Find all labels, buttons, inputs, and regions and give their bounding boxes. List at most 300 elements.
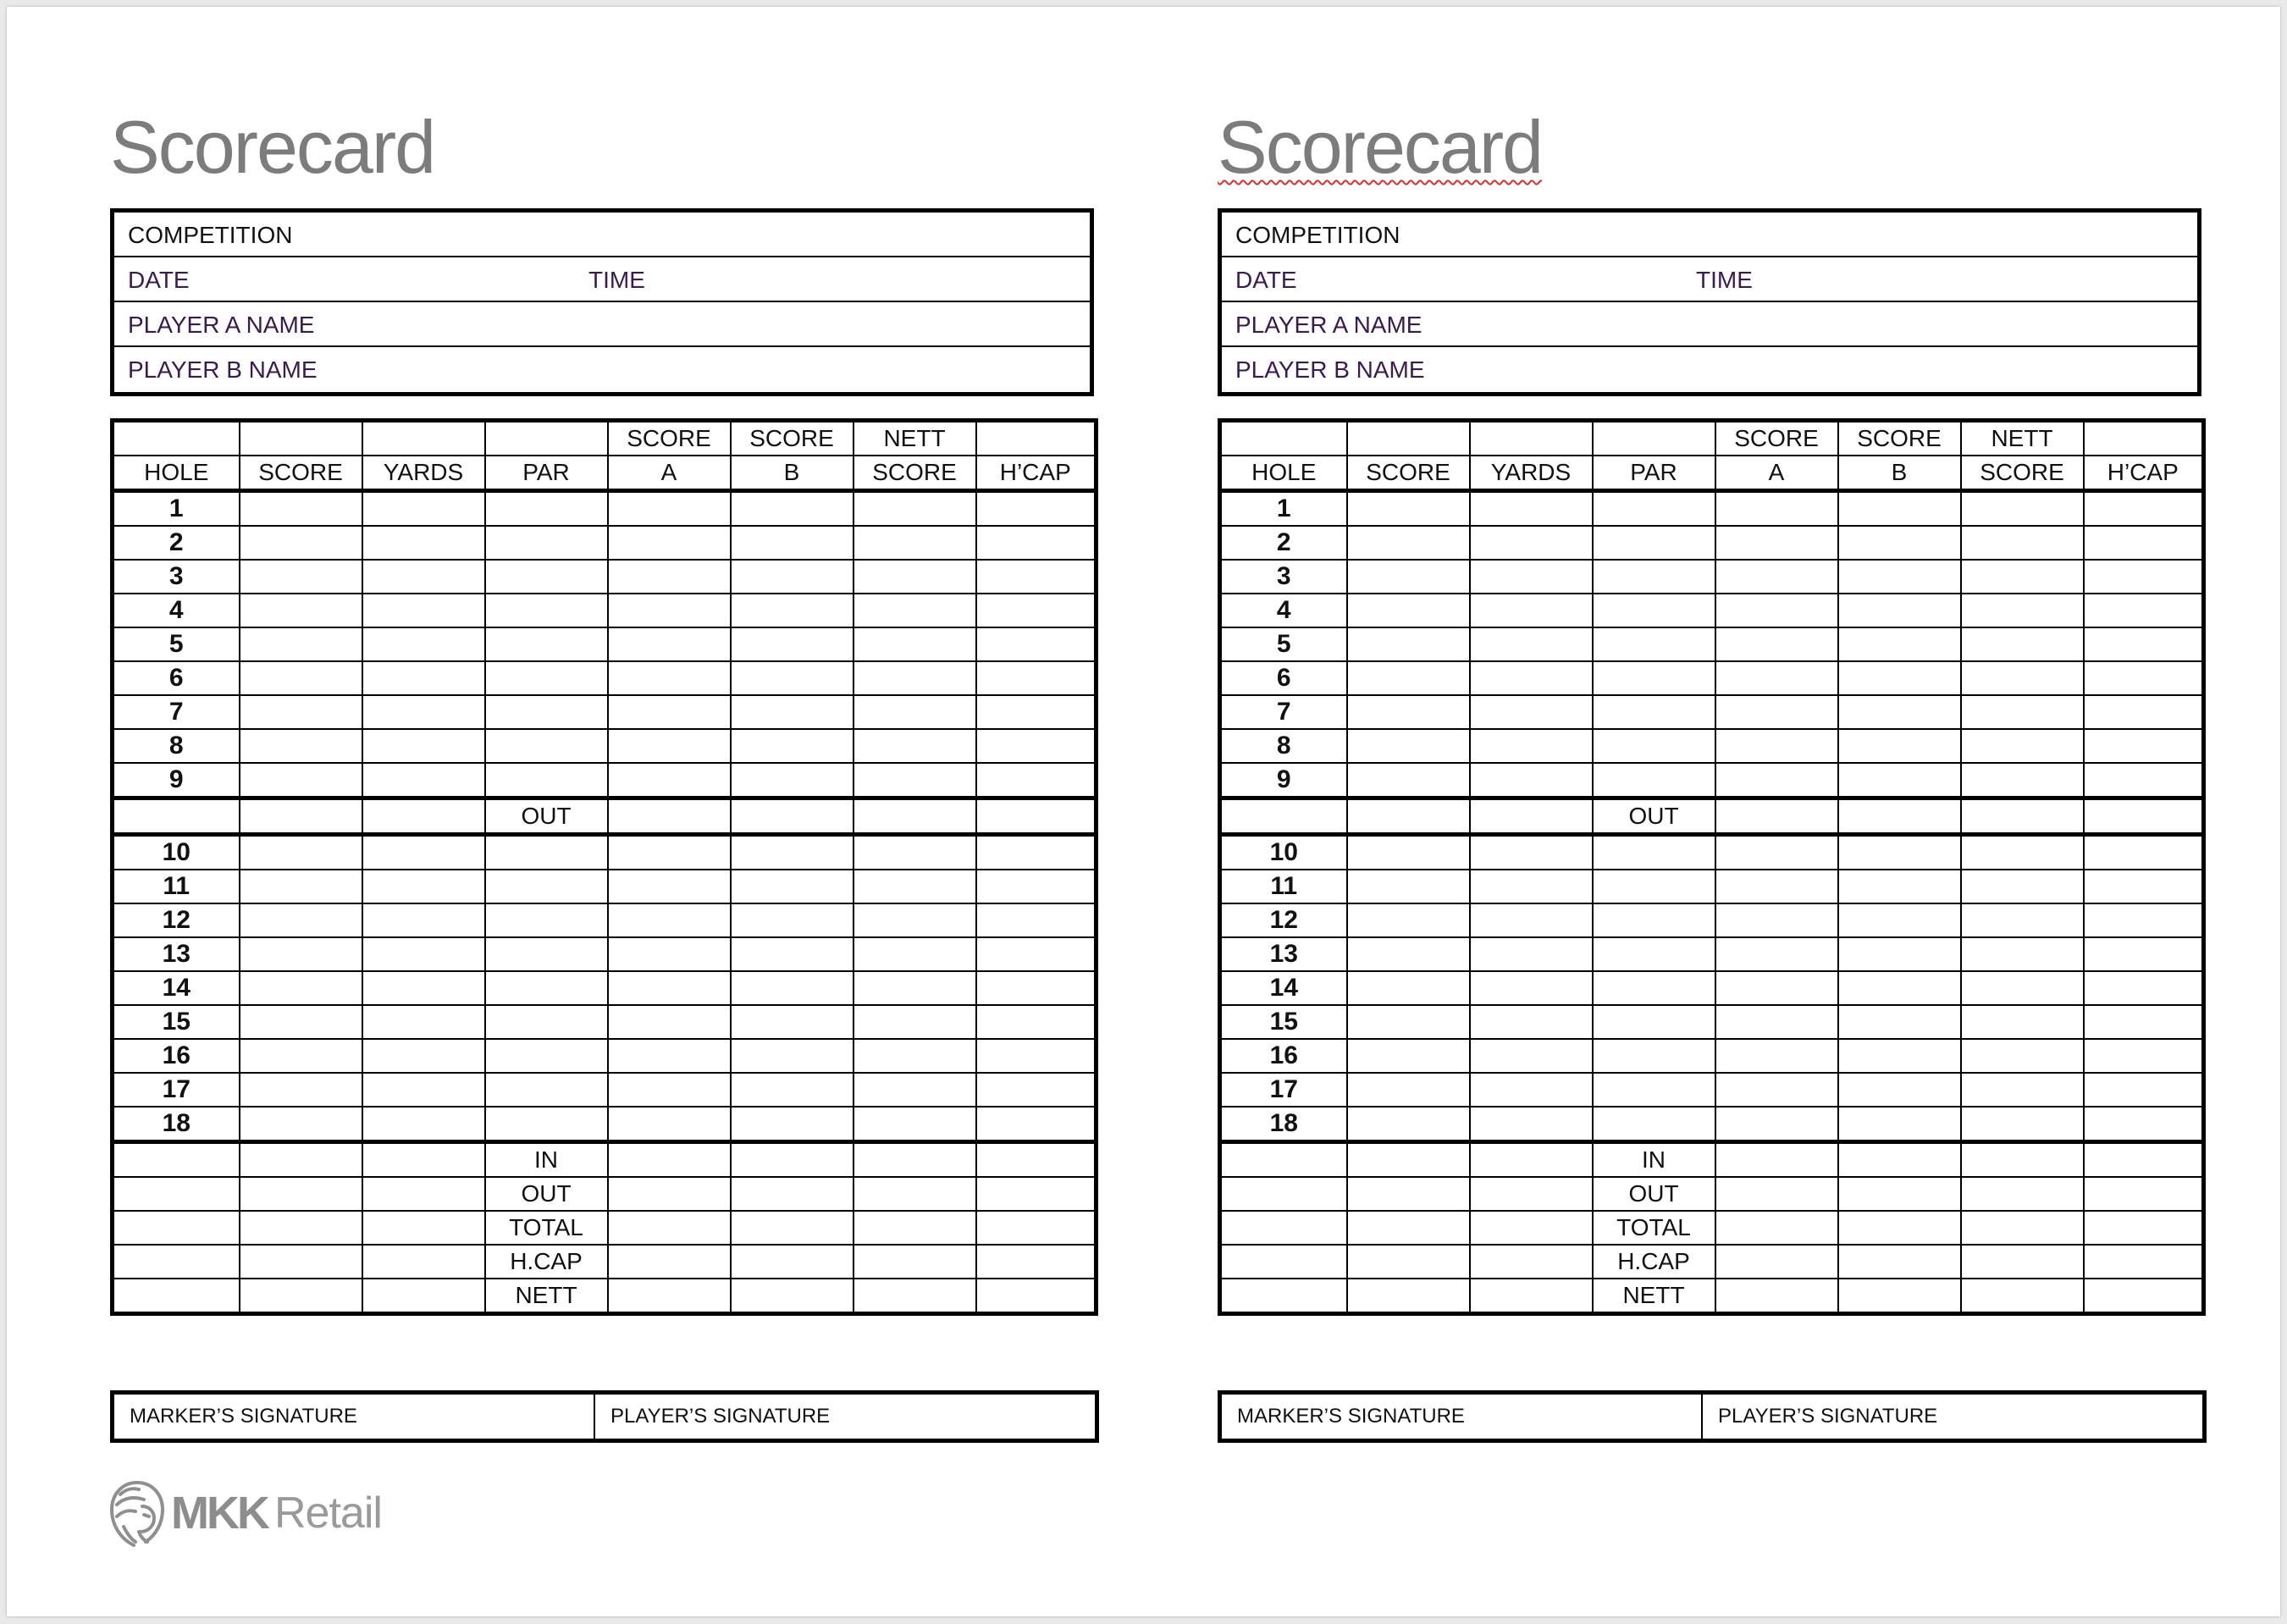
- entry-cell[interactable]: [1715, 594, 1838, 627]
- entry-cell[interactable]: [485, 491, 608, 527]
- entry-cell[interactable]: [2084, 560, 2204, 594]
- entry-cell[interactable]: [2084, 1211, 2204, 1245]
- entry-cell[interactable]: [362, 1142, 485, 1178]
- entry-cell[interactable]: [976, 1107, 1097, 1142]
- entry-cell[interactable]: [1470, 763, 1593, 798]
- entry-cell[interactable]: [608, 695, 731, 729]
- entry-cell[interactable]: [853, 763, 976, 798]
- entry-cell[interactable]: [1593, 729, 1715, 763]
- entry-cell[interactable]: [362, 1211, 485, 1245]
- entry-cell[interactable]: [240, 1005, 362, 1039]
- entry-cell[interactable]: [113, 1142, 240, 1178]
- entry-cell[interactable]: [362, 937, 485, 971]
- entry-cell[interactable]: [731, 695, 853, 729]
- entry-cell[interactable]: [1470, 870, 1593, 903]
- entry-cell[interactable]: [240, 1245, 362, 1279]
- entry-cell[interactable]: [240, 937, 362, 971]
- entry-cell[interactable]: [976, 971, 1097, 1005]
- entry-cell[interactable]: [1347, 491, 1470, 527]
- entry-cell[interactable]: [240, 560, 362, 594]
- entry-cell[interactable]: [362, 798, 485, 835]
- entry-cell[interactable]: [976, 1177, 1097, 1211]
- player-a-row[interactable]: [114, 302, 1090, 347]
- entry-cell[interactable]: [2084, 695, 2204, 729]
- entry-cell[interactable]: [731, 903, 853, 937]
- entry-cell[interactable]: [976, 763, 1097, 798]
- entry-cell[interactable]: [2084, 1107, 2204, 1142]
- entry-cell[interactable]: [2084, 937, 2204, 971]
- entry-cell[interactable]: [485, 695, 608, 729]
- entry-cell[interactable]: [608, 491, 731, 527]
- entry-cell[interactable]: [2084, 1142, 2204, 1178]
- player-signature-field[interactable]: [1703, 1395, 1937, 1439]
- entry-cell[interactable]: [362, 1279, 485, 1314]
- entry-cell[interactable]: [853, 1142, 976, 1178]
- entry-cell[interactable]: [2084, 1005, 2204, 1039]
- entry-cell[interactable]: [240, 421, 362, 456]
- entry-cell[interactable]: [731, 1073, 853, 1107]
- entry-cell[interactable]: [608, 1245, 731, 1279]
- entry-cell[interactable]: [1470, 661, 1593, 695]
- entry-cell[interactable]: [1838, 661, 1961, 695]
- entry-cell[interactable]: [113, 798, 240, 835]
- entry-cell[interactable]: [485, 526, 608, 560]
- entry-cell[interactable]: [608, 835, 731, 870]
- entry-cell[interactable]: [608, 937, 731, 971]
- entry-cell[interactable]: [853, 971, 976, 1005]
- entry-cell[interactable]: [608, 1005, 731, 1039]
- entry-cell[interactable]: [976, 937, 1097, 971]
- entry-cell[interactable]: [1347, 421, 1470, 456]
- entry-cell[interactable]: [1593, 1005, 1715, 1039]
- entry-cell[interactable]: [608, 1039, 731, 1073]
- entry-cell[interactable]: [362, 763, 485, 798]
- entry-cell[interactable]: [1593, 937, 1715, 971]
- entry-cell[interactable]: [113, 1211, 240, 1245]
- entry-cell[interactable]: [608, 661, 731, 695]
- entry-cell[interactable]: [1961, 594, 2084, 627]
- entry-cell[interactable]: [1347, 1039, 1470, 1073]
- entry-cell[interactable]: [608, 560, 731, 594]
- entry-cell[interactable]: [240, 695, 362, 729]
- entry-cell[interactable]: [362, 903, 485, 937]
- entry-cell[interactable]: [362, 594, 485, 627]
- entry-cell[interactable]: [1961, 1279, 2084, 1314]
- entry-cell[interactable]: [362, 870, 485, 903]
- entry-cell[interactable]: [853, 870, 976, 903]
- entry-cell[interactable]: [2084, 870, 2204, 903]
- entry-cell[interactable]: [976, 526, 1097, 560]
- entry-cell[interactable]: [976, 729, 1097, 763]
- entry-cell[interactable]: [1715, 729, 1838, 763]
- entry-cell[interactable]: [1220, 1142, 1347, 1178]
- entry-cell[interactable]: [1961, 695, 2084, 729]
- entry-cell[interactable]: [976, 421, 1097, 456]
- entry-cell[interactable]: [731, 594, 853, 627]
- entry-cell[interactable]: [1715, 1073, 1838, 1107]
- entry-cell[interactable]: [608, 627, 731, 661]
- entry-cell[interactable]: [362, 421, 485, 456]
- entry-cell[interactable]: [485, 1107, 608, 1142]
- entry-cell[interactable]: [1838, 594, 1961, 627]
- entry-cell[interactable]: [1220, 798, 1347, 835]
- entry-cell[interactable]: [976, 903, 1097, 937]
- entry-cell[interactable]: [1715, 661, 1838, 695]
- entry-cell[interactable]: [1347, 937, 1470, 971]
- entry-cell[interactable]: [1470, 937, 1593, 971]
- entry-cell[interactable]: [2084, 491, 2204, 527]
- entry-cell[interactable]: [1347, 1245, 1470, 1279]
- entry-cell[interactable]: [976, 1245, 1097, 1279]
- entry-cell[interactable]: [1838, 763, 1961, 798]
- entry-cell[interactable]: [362, 835, 485, 870]
- entry-cell[interactable]: [2084, 627, 2204, 661]
- entry-cell[interactable]: [1961, 560, 2084, 594]
- entry-cell[interactable]: [976, 1039, 1097, 1073]
- entry-cell[interactable]: [853, 661, 976, 695]
- entry-cell[interactable]: [1593, 526, 1715, 560]
- entry-cell[interactable]: [1593, 627, 1715, 661]
- entry-cell[interactable]: [1220, 1177, 1347, 1211]
- entry-cell[interactable]: [1470, 1039, 1593, 1073]
- entry-cell[interactable]: [1593, 763, 1715, 798]
- entry-cell[interactable]: [1470, 903, 1593, 937]
- entry-cell[interactable]: [240, 661, 362, 695]
- entry-cell[interactable]: [1347, 594, 1470, 627]
- entry-cell[interactable]: [976, 627, 1097, 661]
- entry-cell[interactable]: [1593, 695, 1715, 729]
- entry-cell[interactable]: [731, 560, 853, 594]
- entry-cell[interactable]: [1593, 421, 1715, 456]
- entry-cell[interactable]: [1838, 1279, 1961, 1314]
- entry-cell[interactable]: [608, 870, 731, 903]
- entry-cell[interactable]: [1593, 1107, 1715, 1142]
- entry-cell[interactable]: [976, 1073, 1097, 1107]
- entry-cell[interactable]: [1593, 661, 1715, 695]
- entry-cell[interactable]: [1838, 729, 1961, 763]
- entry-cell[interactable]: [2084, 1073, 2204, 1107]
- entry-cell[interactable]: [1470, 627, 1593, 661]
- entry-cell[interactable]: [240, 1039, 362, 1073]
- entry-cell[interactable]: [1838, 491, 1961, 527]
- entry-cell[interactable]: [1593, 1039, 1715, 1073]
- entry-cell[interactable]: [2084, 729, 2204, 763]
- entry-cell[interactable]: [1715, 763, 1838, 798]
- entry-cell[interactable]: [362, 560, 485, 594]
- entry-cell[interactable]: [485, 594, 608, 627]
- entry-cell[interactable]: [608, 729, 731, 763]
- entry-cell[interactable]: [1838, 971, 1961, 1005]
- entry-cell[interactable]: [976, 1279, 1097, 1314]
- entry-cell[interactable]: [1715, 1177, 1838, 1211]
- entry-cell[interactable]: [1593, 870, 1715, 903]
- entry-cell[interactable]: [1961, 1177, 2084, 1211]
- entry-cell[interactable]: [1470, 1245, 1593, 1279]
- entry-cell[interactable]: [2084, 526, 2204, 560]
- entry-cell[interactable]: [1961, 1005, 2084, 1039]
- entry-cell[interactable]: [240, 491, 362, 527]
- entry-cell[interactable]: [485, 903, 608, 937]
- entry-cell[interactable]: [608, 903, 731, 937]
- entry-cell[interactable]: [1715, 937, 1838, 971]
- entry-cell[interactable]: [240, 1142, 362, 1178]
- entry-cell[interactable]: [485, 1073, 608, 1107]
- entry-cell[interactable]: [731, 1279, 853, 1314]
- entry-cell[interactable]: [2084, 835, 2204, 870]
- date-time-row[interactable]: [114, 257, 1090, 302]
- player-signature-field[interactable]: [595, 1395, 830, 1439]
- entry-cell[interactable]: [1593, 1073, 1715, 1107]
- entry-cell[interactable]: [1470, 594, 1593, 627]
- entry-cell[interactable]: [362, 971, 485, 1005]
- entry-cell[interactable]: [1961, 526, 2084, 560]
- entry-cell[interactable]: [1961, 729, 2084, 763]
- entry-cell[interactable]: [608, 971, 731, 1005]
- entry-cell[interactable]: [1220, 421, 1347, 456]
- entry-cell[interactable]: [731, 835, 853, 870]
- entry-cell[interactable]: [976, 870, 1097, 903]
- entry-cell[interactable]: [1961, 1107, 2084, 1142]
- entry-cell[interactable]: [2084, 421, 2204, 456]
- entry-cell[interactable]: [1593, 560, 1715, 594]
- entry-cell[interactable]: [362, 627, 485, 661]
- entry-cell[interactable]: [1838, 1005, 1961, 1039]
- entry-cell[interactable]: [1715, 870, 1838, 903]
- entry-cell[interactable]: [1961, 491, 2084, 527]
- entry-cell[interactable]: [1961, 971, 2084, 1005]
- entry-cell[interactable]: [976, 1142, 1097, 1178]
- entry-cell[interactable]: [1347, 1279, 1470, 1314]
- entry-cell[interactable]: [853, 1039, 976, 1073]
- entry-cell[interactable]: [1961, 1142, 2084, 1178]
- entry-cell[interactable]: [1838, 1142, 1961, 1178]
- entry-cell[interactable]: [1347, 1073, 1470, 1107]
- entry-cell[interactable]: [1715, 1279, 1838, 1314]
- entry-cell[interactable]: [853, 491, 976, 527]
- entry-cell[interactable]: [608, 1107, 731, 1142]
- entry-cell[interactable]: [362, 1245, 485, 1279]
- entry-cell[interactable]: [1347, 560, 1470, 594]
- entry-cell[interactable]: [731, 526, 853, 560]
- entry-cell[interactable]: [1838, 526, 1961, 560]
- entry-cell[interactable]: [1593, 903, 1715, 937]
- entry-cell[interactable]: [1347, 798, 1470, 835]
- entry-cell[interactable]: [1347, 971, 1470, 1005]
- entry-cell[interactable]: [240, 594, 362, 627]
- entry-cell[interactable]: [1470, 1211, 1593, 1245]
- entry-cell[interactable]: [976, 594, 1097, 627]
- entry-cell[interactable]: [1470, 971, 1593, 1005]
- entry-cell[interactable]: [2084, 1279, 2204, 1314]
- entry-cell[interactable]: [976, 560, 1097, 594]
- entry-cell[interactable]: [240, 526, 362, 560]
- entry-cell[interactable]: [362, 661, 485, 695]
- entry-cell[interactable]: [731, 1107, 853, 1142]
- entry-cell[interactable]: [1470, 1073, 1593, 1107]
- entry-cell[interactable]: [1347, 1177, 1470, 1211]
- entry-cell[interactable]: [853, 627, 976, 661]
- entry-cell[interactable]: [608, 798, 731, 835]
- marker-signature-field[interactable]: [114, 1395, 595, 1439]
- entry-cell[interactable]: [976, 835, 1097, 870]
- entry-cell[interactable]: [240, 1107, 362, 1142]
- entry-cell[interactable]: [976, 491, 1097, 527]
- entry-cell[interactable]: [1715, 1107, 1838, 1142]
- entry-cell[interactable]: [853, 729, 976, 763]
- entry-cell[interactable]: [1838, 1245, 1961, 1279]
- entry-cell[interactable]: [485, 870, 608, 903]
- entry-cell[interactable]: [2084, 661, 2204, 695]
- entry-cell[interactable]: [1715, 1005, 1838, 1039]
- entry-cell[interactable]: [1961, 763, 2084, 798]
- entry-cell[interactable]: [976, 1211, 1097, 1245]
- entry-cell[interactable]: [485, 1005, 608, 1039]
- entry-cell[interactable]: [853, 560, 976, 594]
- entry-cell[interactable]: [485, 627, 608, 661]
- entry-cell[interactable]: [1838, 627, 1961, 661]
- marker-signature-field[interactable]: [1222, 1395, 1703, 1439]
- entry-cell[interactable]: [485, 421, 608, 456]
- entry-cell[interactable]: [1715, 560, 1838, 594]
- entry-cell[interactable]: [976, 1005, 1097, 1039]
- entry-cell[interactable]: [1838, 798, 1961, 835]
- entry-cell[interactable]: [976, 798, 1097, 835]
- entry-cell[interactable]: [1838, 903, 1961, 937]
- entry-cell[interactable]: [1347, 1142, 1470, 1178]
- entry-cell[interactable]: [485, 1039, 608, 1073]
- entry-cell[interactable]: [1470, 1279, 1593, 1314]
- entry-cell[interactable]: [362, 695, 485, 729]
- entry-cell[interactable]: [1961, 870, 2084, 903]
- entry-cell[interactable]: [1961, 627, 2084, 661]
- entry-cell[interactable]: [731, 627, 853, 661]
- entry-cell[interactable]: [608, 1142, 731, 1178]
- entry-cell[interactable]: [853, 1211, 976, 1245]
- entry-cell[interactable]: [853, 1005, 976, 1039]
- entry-cell[interactable]: [976, 695, 1097, 729]
- entry-cell[interactable]: [1470, 1107, 1593, 1142]
- entry-cell[interactable]: [1470, 560, 1593, 594]
- entry-cell[interactable]: [853, 1177, 976, 1211]
- entry-cell[interactable]: [240, 729, 362, 763]
- entry-cell[interactable]: [362, 1039, 485, 1073]
- entry-cell[interactable]: [853, 798, 976, 835]
- entry-cell[interactable]: [1470, 695, 1593, 729]
- entry-cell[interactable]: [853, 1107, 976, 1142]
- entry-cell[interactable]: [240, 1177, 362, 1211]
- entry-cell[interactable]: [731, 1005, 853, 1039]
- entry-cell[interactable]: [1715, 835, 1838, 870]
- entry-cell[interactable]: [731, 1245, 853, 1279]
- player-b-row[interactable]: [1222, 347, 2197, 392]
- entry-cell[interactable]: [1347, 661, 1470, 695]
- entry-cell[interactable]: [1593, 594, 1715, 627]
- entry-cell[interactable]: [731, 937, 853, 971]
- entry-cell[interactable]: [1593, 491, 1715, 527]
- entry-cell[interactable]: [362, 491, 485, 527]
- entry-cell[interactable]: [1470, 421, 1593, 456]
- entry-cell[interactable]: [1347, 835, 1470, 870]
- entry-cell[interactable]: [1470, 1142, 1593, 1178]
- entry-cell[interactable]: [1961, 1039, 2084, 1073]
- entry-cell[interactable]: [731, 870, 853, 903]
- entry-cell[interactable]: [240, 798, 362, 835]
- entry-cell[interactable]: [240, 835, 362, 870]
- entry-cell[interactable]: [731, 661, 853, 695]
- entry-cell[interactable]: [485, 661, 608, 695]
- entry-cell[interactable]: [1838, 1073, 1961, 1107]
- entry-cell[interactable]: [362, 1177, 485, 1211]
- entry-cell[interactable]: [608, 1279, 731, 1314]
- entry-cell[interactable]: [1347, 729, 1470, 763]
- entry-cell[interactable]: [1220, 1211, 1347, 1245]
- entry-cell[interactable]: [731, 729, 853, 763]
- entry-cell[interactable]: [1470, 729, 1593, 763]
- entry-cell[interactable]: [731, 491, 853, 527]
- entry-cell[interactable]: [1838, 1039, 1961, 1073]
- entry-cell[interactable]: [485, 971, 608, 1005]
- entry-cell[interactable]: [1715, 798, 1838, 835]
- entry-cell[interactable]: [1347, 763, 1470, 798]
- entry-cell[interactable]: [1347, 1211, 1470, 1245]
- entry-cell[interactable]: [1715, 903, 1838, 937]
- entry-cell[interactable]: [2084, 594, 2204, 627]
- entry-cell[interactable]: [1838, 1211, 1961, 1245]
- entry-cell[interactable]: [362, 1107, 485, 1142]
- entry-cell[interactable]: [2084, 763, 2204, 798]
- entry-cell[interactable]: [731, 1211, 853, 1245]
- entry-cell[interactable]: [1470, 1177, 1593, 1211]
- entry-cell[interactable]: [1715, 1245, 1838, 1279]
- entry-cell[interactable]: [853, 937, 976, 971]
- entry-cell[interactable]: [1220, 1245, 1347, 1279]
- entry-cell[interactable]: [485, 937, 608, 971]
- entry-cell[interactable]: [1347, 526, 1470, 560]
- entry-cell[interactable]: [485, 560, 608, 594]
- entry-cell[interactable]: [853, 695, 976, 729]
- entry-cell[interactable]: [608, 1177, 731, 1211]
- entry-cell[interactable]: [608, 526, 731, 560]
- entry-cell[interactable]: [240, 1211, 362, 1245]
- entry-cell[interactable]: [113, 421, 240, 456]
- entry-cell[interactable]: [1470, 491, 1593, 527]
- entry-cell[interactable]: [608, 763, 731, 798]
- entry-cell[interactable]: [1715, 491, 1838, 527]
- entry-cell[interactable]: [1838, 835, 1961, 870]
- entry-cell[interactable]: [1347, 1107, 1470, 1142]
- entry-cell[interactable]: [1715, 1211, 1838, 1245]
- entry-cell[interactable]: [1838, 1107, 1961, 1142]
- entry-cell[interactable]: [1593, 971, 1715, 1005]
- entry-cell[interactable]: [1220, 1279, 1347, 1314]
- entry-cell[interactable]: [485, 763, 608, 798]
- entry-cell[interactable]: [1838, 1177, 1961, 1211]
- entry-cell[interactable]: [1961, 1245, 2084, 1279]
- entry-cell[interactable]: [853, 903, 976, 937]
- entry-cell[interactable]: [362, 729, 485, 763]
- entry-cell[interactable]: [1715, 1142, 1838, 1178]
- player-a-row[interactable]: [1222, 302, 2197, 347]
- entry-cell[interactable]: [240, 903, 362, 937]
- entry-cell[interactable]: [1593, 835, 1715, 870]
- entry-cell[interactable]: [1715, 695, 1838, 729]
- entry-cell[interactable]: [1838, 937, 1961, 971]
- entry-cell[interactable]: [1715, 1039, 1838, 1073]
- entry-cell[interactable]: [1470, 1005, 1593, 1039]
- entry-cell[interactable]: [1961, 1211, 2084, 1245]
- entry-cell[interactable]: [976, 661, 1097, 695]
- entry-cell[interactable]: [1470, 835, 1593, 870]
